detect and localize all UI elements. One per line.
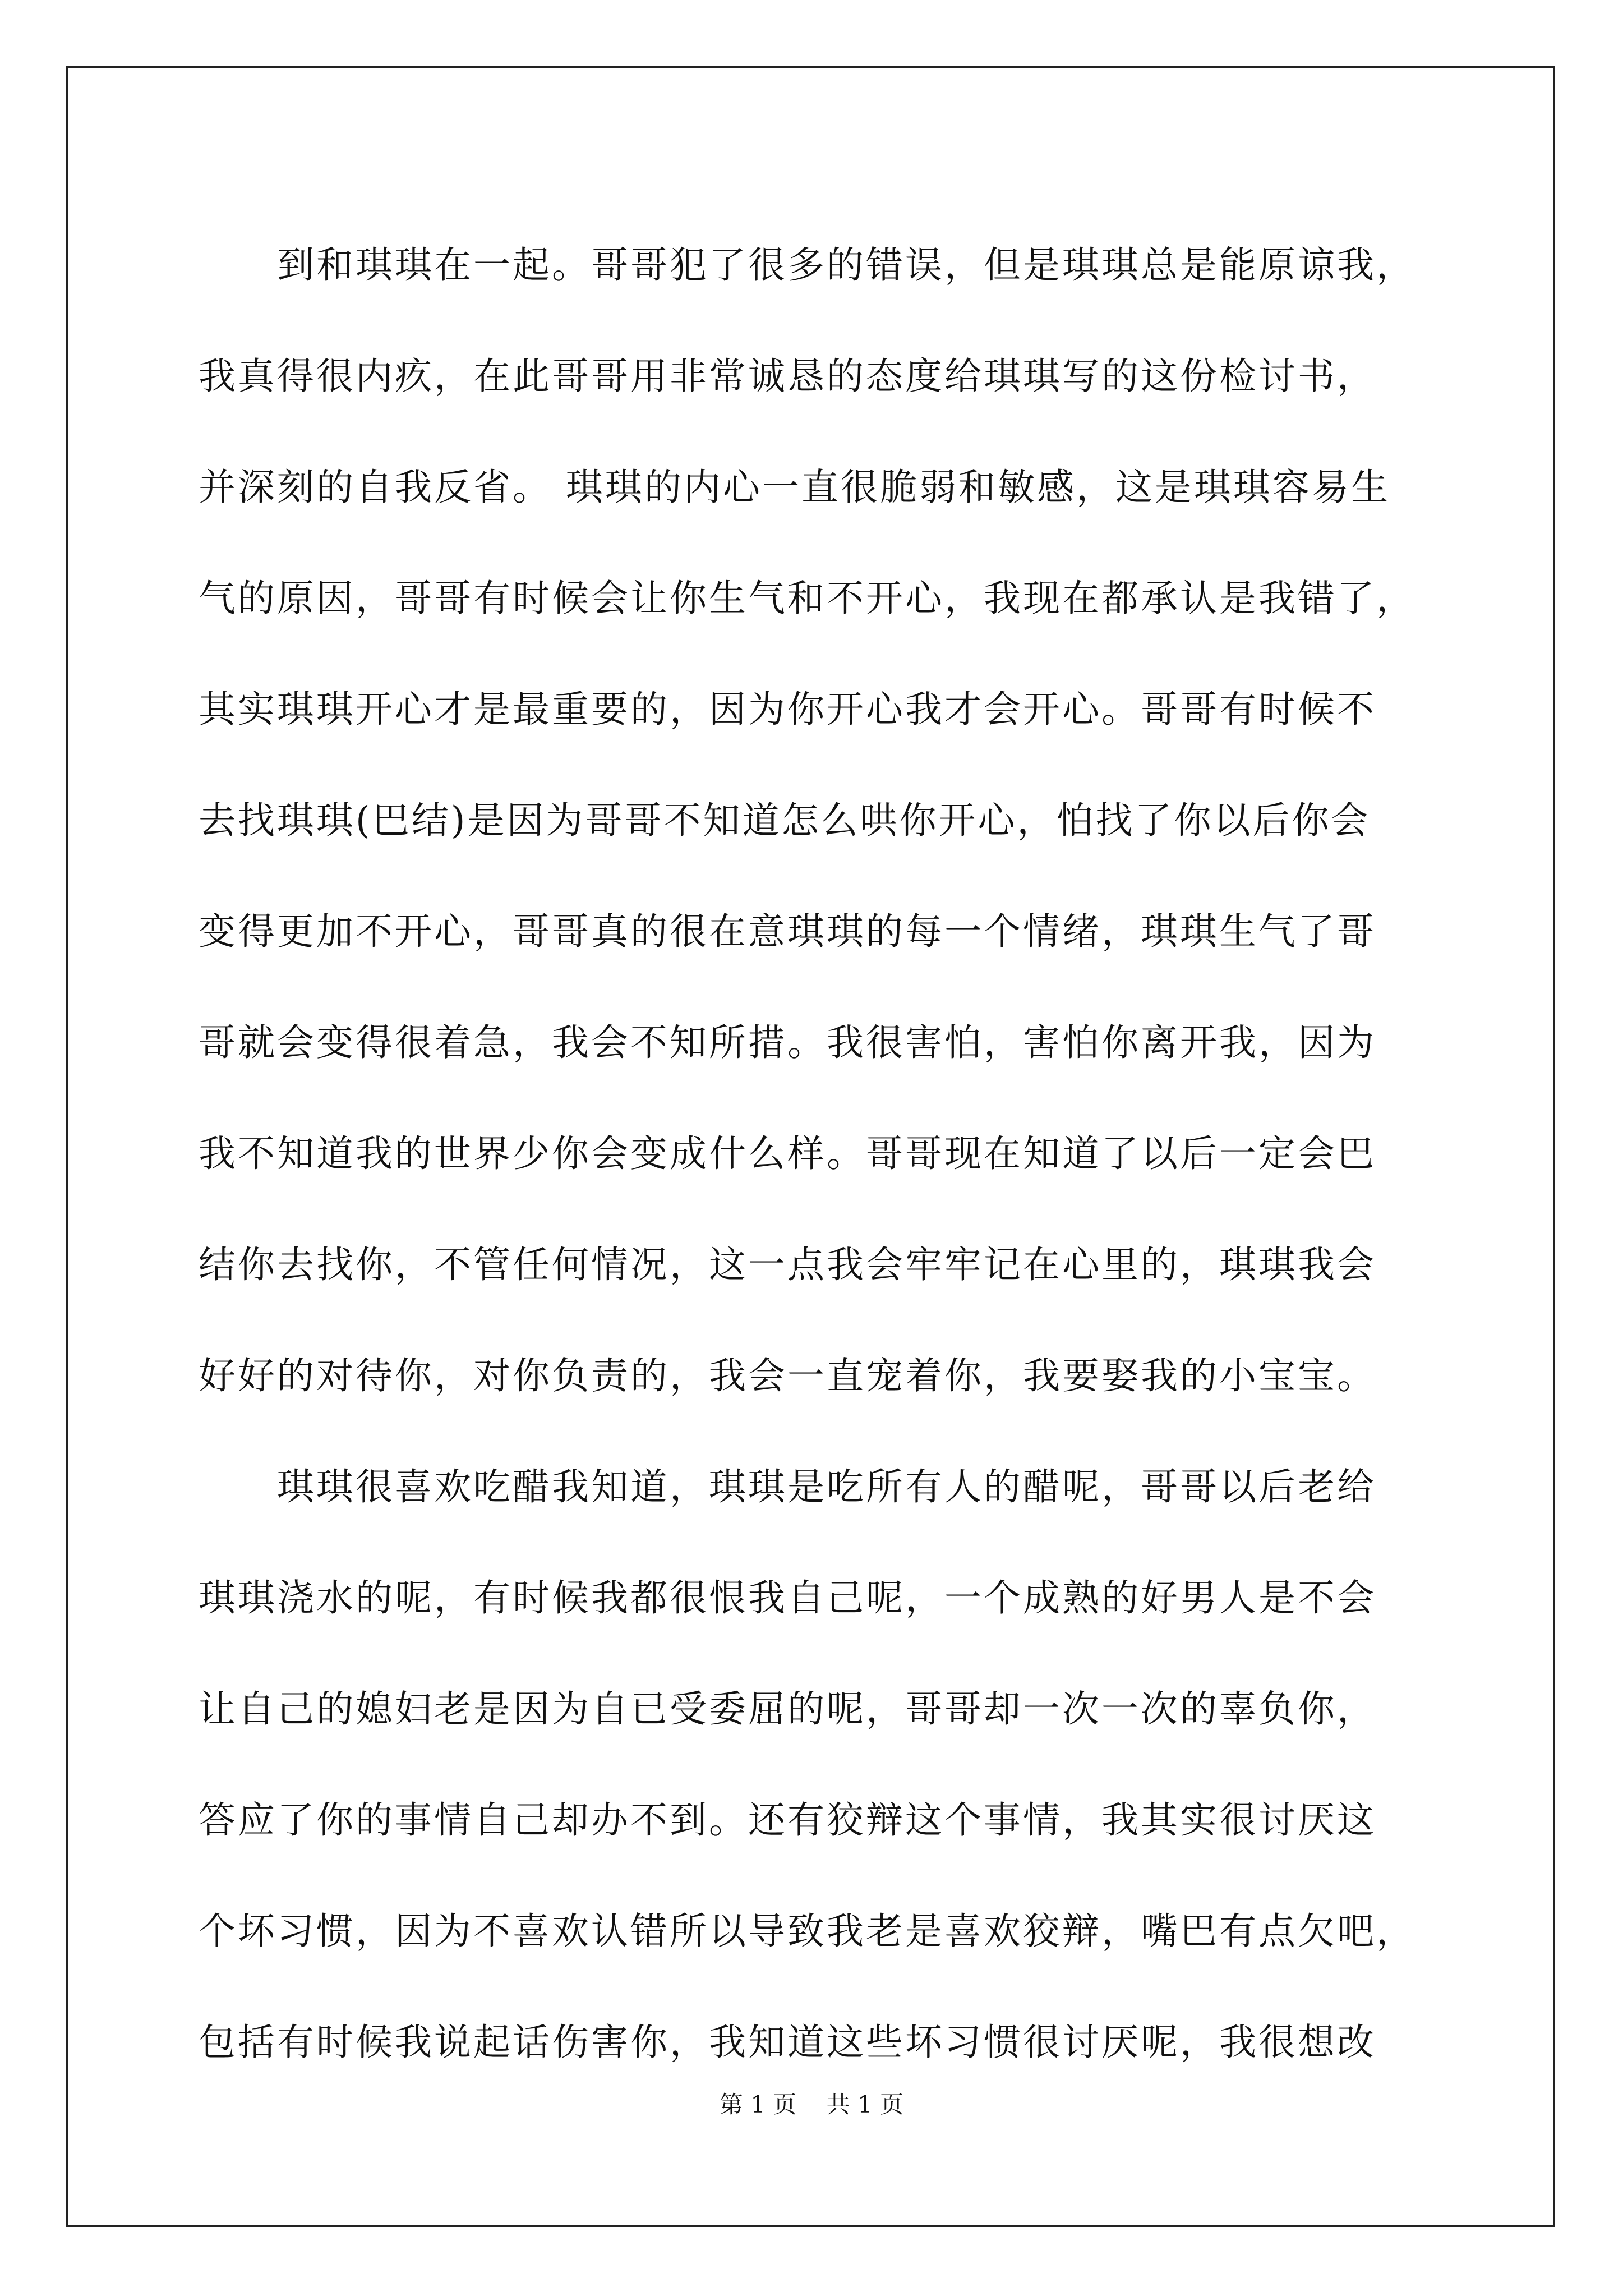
text-line: 琪琪浇水的呢，有时候我都很恨我自己呢，一个成熟的好男人是不会 <box>199 1576 1376 1619</box>
text-line: 哥就会变得很着急，我会不知所措。我很害怕，害怕你离开我，因为 <box>199 1021 1376 1064</box>
text-line: 到和琪琪在一起。哥哥犯了很多的错误，但是琪琪总是能原谅我， <box>199 243 1415 287</box>
text-line: 琪琪很喜欢吃醋我知道，琪琪是吃所有人的醋呢，哥哥以后老给 <box>199 1465 1376 1508</box>
text-line: 变得更加不开心，哥哥真的很在意琪琪的每一个情绪，琪琪生气了哥 <box>199 910 1376 953</box>
text-line: 让自己的媳妇老是因为自已受委屈的呢，哥哥却一次一次的辜负你， <box>199 1687 1376 1731</box>
text-line: 个坏习惯，因为不喜欢认错所以导致我老是喜欢狡辩，嘴巴有点欠吧， <box>199 1910 1415 1953</box>
document-body <box>199 210 1432 2098</box>
text-line: 我不知道我的世界少你会变成什么样。哥哥现在知道了以后一定会巴 <box>199 1132 1376 1175</box>
text-line: 结你去找你，不管任何情况，这一点我会牢牢记在心里的，琪琪我会 <box>199 1243 1376 1286</box>
text-line: 答应了你的事情自己却办不到。还有狡辩这个事情，我其实很讨厌这 <box>199 1798 1376 1842</box>
text-line: 好好的对待你，对你负责的，我会一直宠着你，我要娶我的小宝宝。 <box>199 1354 1376 1397</box>
text-line: 去找琪琪(巴结)是因为哥哥不知道怎么哄你开心，怕找了你以后你会 <box>199 799 1371 842</box>
page-footer: 第 1 页 共 1 页 <box>719 2091 904 2118</box>
text-line: 其实琪琪开心才是最重要的，因为你开心我才会开心。哥哥有时候不 <box>199 688 1376 731</box>
text-line: 包括有时候我说起话伤害你，我知道这些坏习惯很讨厌呢，我很想改 <box>199 2021 1376 2064</box>
text-line: 气的原因，哥哥有时候会让你生气和不开心，我现在都承认是我错了， <box>199 577 1415 620</box>
text-line: 我真得很内疚，在此哥哥用非常诚恳的态度给琪琪写的这份检讨书， <box>199 355 1376 398</box>
text-line: 并深刻的自我反省。 琪琪的内心一直很脆弱和敏感，这是琪琪容易生 <box>199 466 1390 509</box>
